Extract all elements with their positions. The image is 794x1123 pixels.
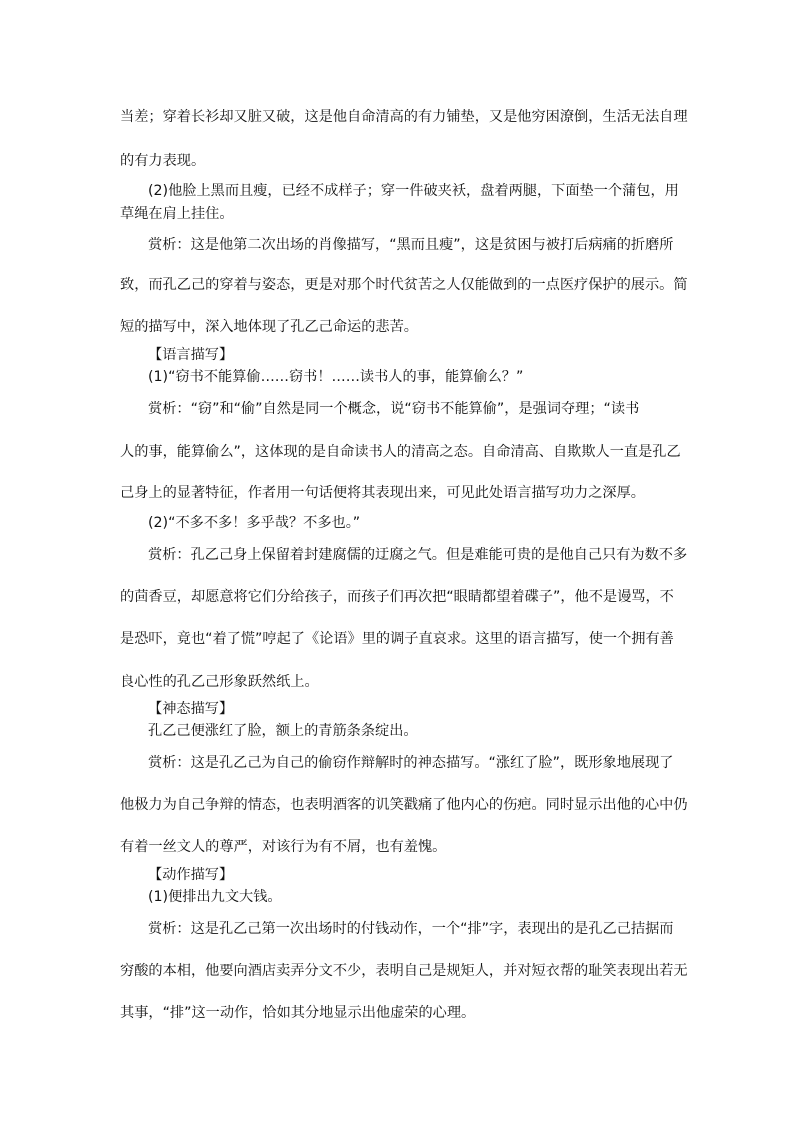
line-7: 短的描写中，深入地体现了孔乙己命运的悲苦。	[120, 319, 418, 335]
line-6: 致，而孔乙己的穿着与姿态，更是对那个时代贫苦之人仅能做到的一点医疗保护的展示。简	[120, 277, 688, 293]
line-16: 是恐吓，竟也“着了慌”哼起了《论语》里的调子直哀求。这里的语言描写，使一个拥有善	[120, 631, 674, 647]
line-12: 己身上的显著特征，作者用一句话便将其表现出来，可见此处语言描写功力之深厚。	[120, 485, 645, 501]
line-21: 他极力为自己争辩的情态，也表明酒客的讥笑戳痛了他内心的伤疤。同时显示出他的心中仍	[120, 797, 688, 813]
line-5: 赏析：这是他第二次出场的肖像描写，“黑而且瘦”，这是贫困与被打后病痛的折磨所	[148, 237, 674, 253]
line-17: 良心性的孔乙己形象跃然纸上。	[120, 674, 319, 690]
line-11: 人的事，能算偷么”，这体现的是自命读书人的清高之态。自命清高、自欺欺人一直是孔乙	[120, 444, 681, 460]
line-3: (2)他脸上黑而且瘦，已经不成样子；穿一件破夹袄，盘着两腿，下面垫一个蒲包，用	[148, 183, 679, 199]
section-heading-action: 【动作描写】	[148, 867, 234, 883]
section-heading-expression: 【神态描写】	[148, 701, 234, 717]
line-20: 赏析：这是孔乙己为自己的偷窃作辩解时的神态描写。“涨红了脸”，既形象地展现了	[148, 755, 674, 771]
line-10: 赏析：“窃”和“偷”自然是同一个概念，说“窃书不能算偷”，是强词夺理；“读书	[148, 401, 640, 417]
line-26: 穷酸的本相，他要向酒店卖弄分文不少，表明自己是规矩人，并对短衣帮的耻笑表现出若无	[120, 963, 688, 979]
line-27: 其事，“排”这一动作，恰如其分地显示出他虚荣的心理。	[120, 1005, 476, 1021]
line-15: 的茴香豆，却愿意将它们分给孩子，而孩子们再次把“眼睛都望着碟子”，他不是谩骂，不	[120, 589, 674, 605]
line-2: 的有力表现。	[120, 153, 206, 169]
section-heading-language: 【语言描写】	[148, 347, 234, 363]
line-9: (1)“窃书不能算偷……窃书！……读书人的事，能算偷么？”	[148, 369, 524, 385]
line-14: 赏析：孔乙己身上保留着封建腐儒的迂腐之气。但是难能可贵的是他自己只有为数不多	[148, 547, 688, 563]
line-24: (1)便排出九文大钱。	[148, 889, 282, 905]
line-4: 草绳在肩上挂住。	[120, 206, 234, 222]
line-13: (2)“不多不多！多乎哉？不多也。”	[148, 515, 361, 531]
line-25: 赏析：这是孔乙己第一次出场时的付钱动作，一个“排”字，表现出的是孔乙己拮据而	[148, 921, 674, 937]
line-22: 有着一丝文人的尊严，对该行为有不屑，也有羞愧。	[120, 839, 447, 855]
line-1: 当差；穿着长衫却又脏又破，这是他自命清高的有力铺垫，又是他穷困潦倒，生活无法自理	[120, 109, 688, 125]
line-19: 孔乙己便涨红了脸，额上的青筋条条绽出。	[148, 723, 418, 739]
